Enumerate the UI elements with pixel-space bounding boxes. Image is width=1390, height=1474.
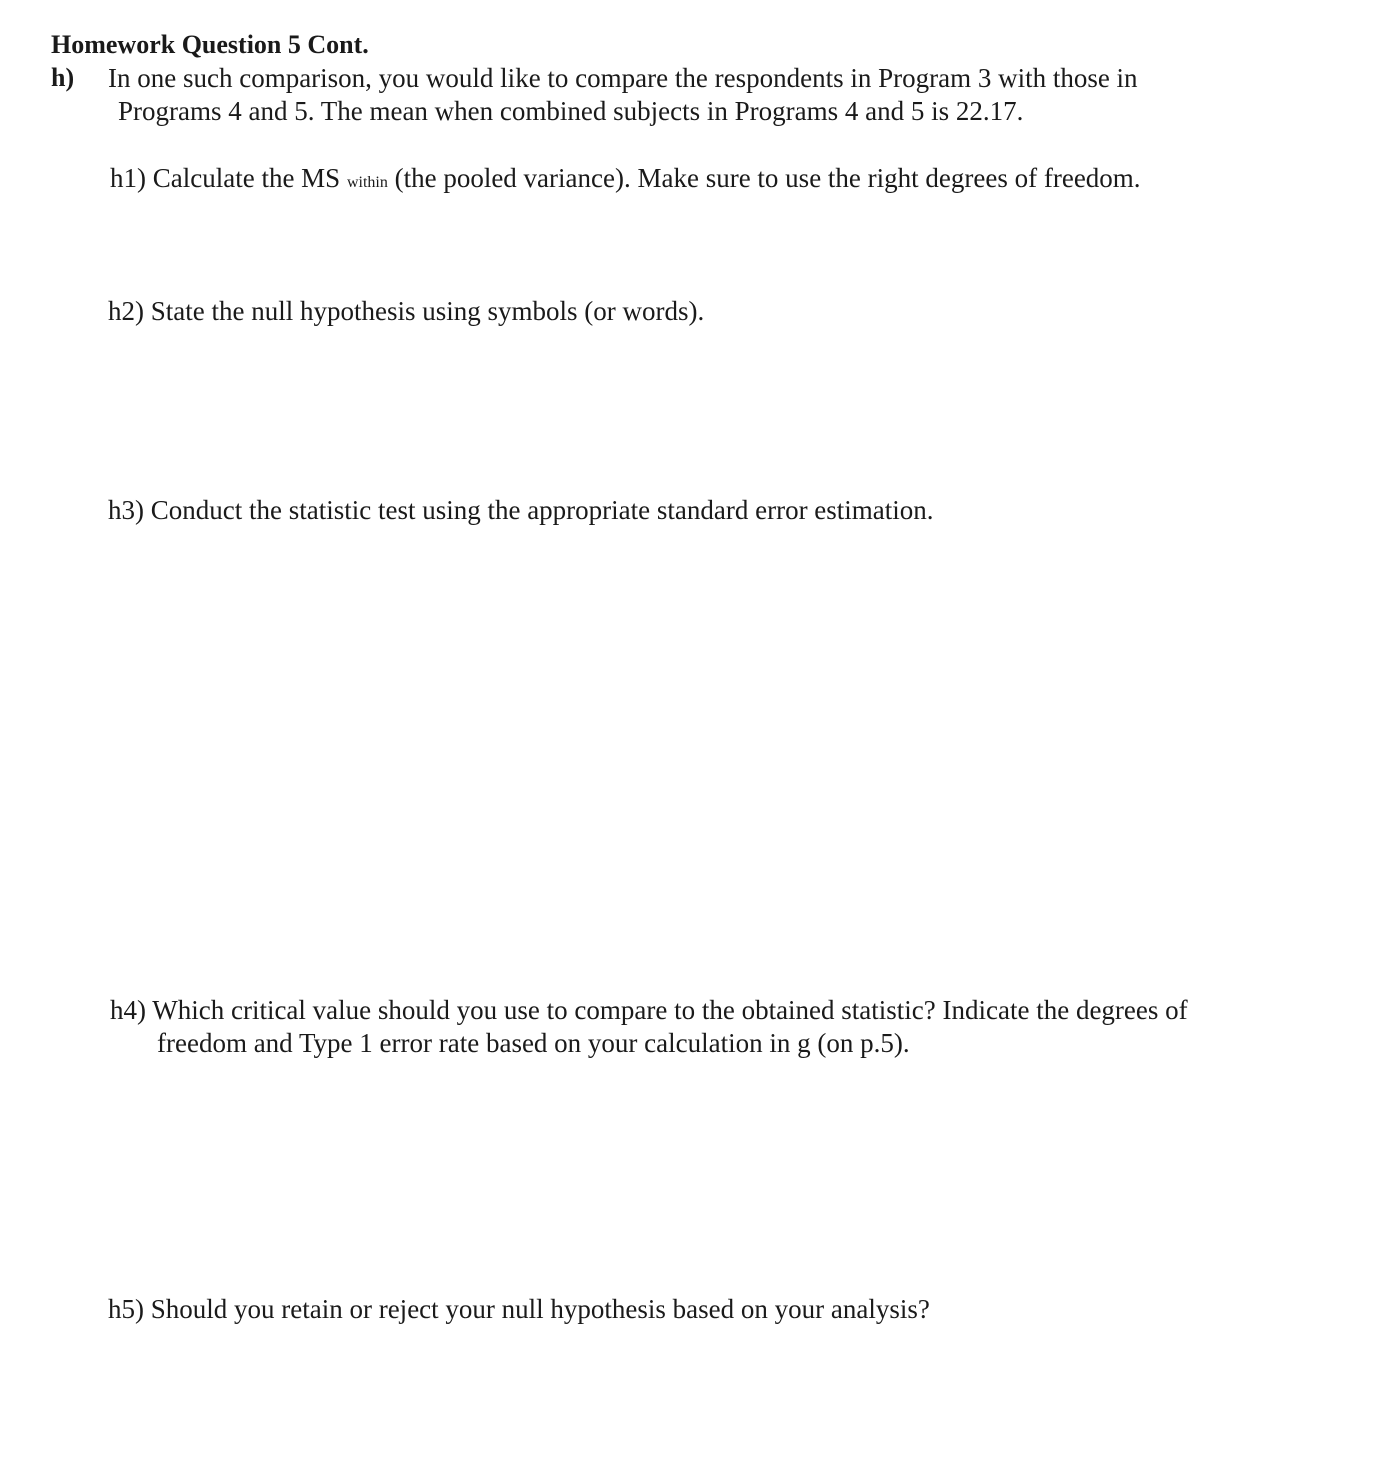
intro-text-line-1: In one such comparison, you would like to compare the respondents in Program 3 with those in <box>108 63 1138 93</box>
question-h1-text-continued: (the pooled variance). Make sure to use the right degrees of freedom. <box>394 163 1141 193</box>
page-title: Homework Question 5 Cont. <box>51 30 369 59</box>
question-h4-line-2: freedom and Type 1 error rate based on your calculation in g (on p.5). <box>157 1028 910 1058</box>
question-h5: h5) Should you retain or reject your null hypothesis based on your analysis? <box>108 1294 930 1324</box>
question-h1 <box>110 163 1141 194</box>
question-h3: h3) Conduct the statistic test using the appropriate standard error estimation. <box>108 495 934 525</box>
ms-within-subscript: within <box>346 174 388 191</box>
part-label: h) <box>51 63 75 92</box>
question-h4-line-1: h4) Which critical value should you use to compare to the obtained statistic? Indicate the degrees of <box>110 995 1188 1025</box>
question-h2: h2) State the null hypothesis using symbols (or words). <box>108 296 705 326</box>
intro-text-line-2: Programs 4 and 5. The mean when combined subjects in Programs 4 and 5 is 22.17. <box>118 96 1024 126</box>
question-h1-text: h1) Calculate the MS <box>110 163 341 193</box>
